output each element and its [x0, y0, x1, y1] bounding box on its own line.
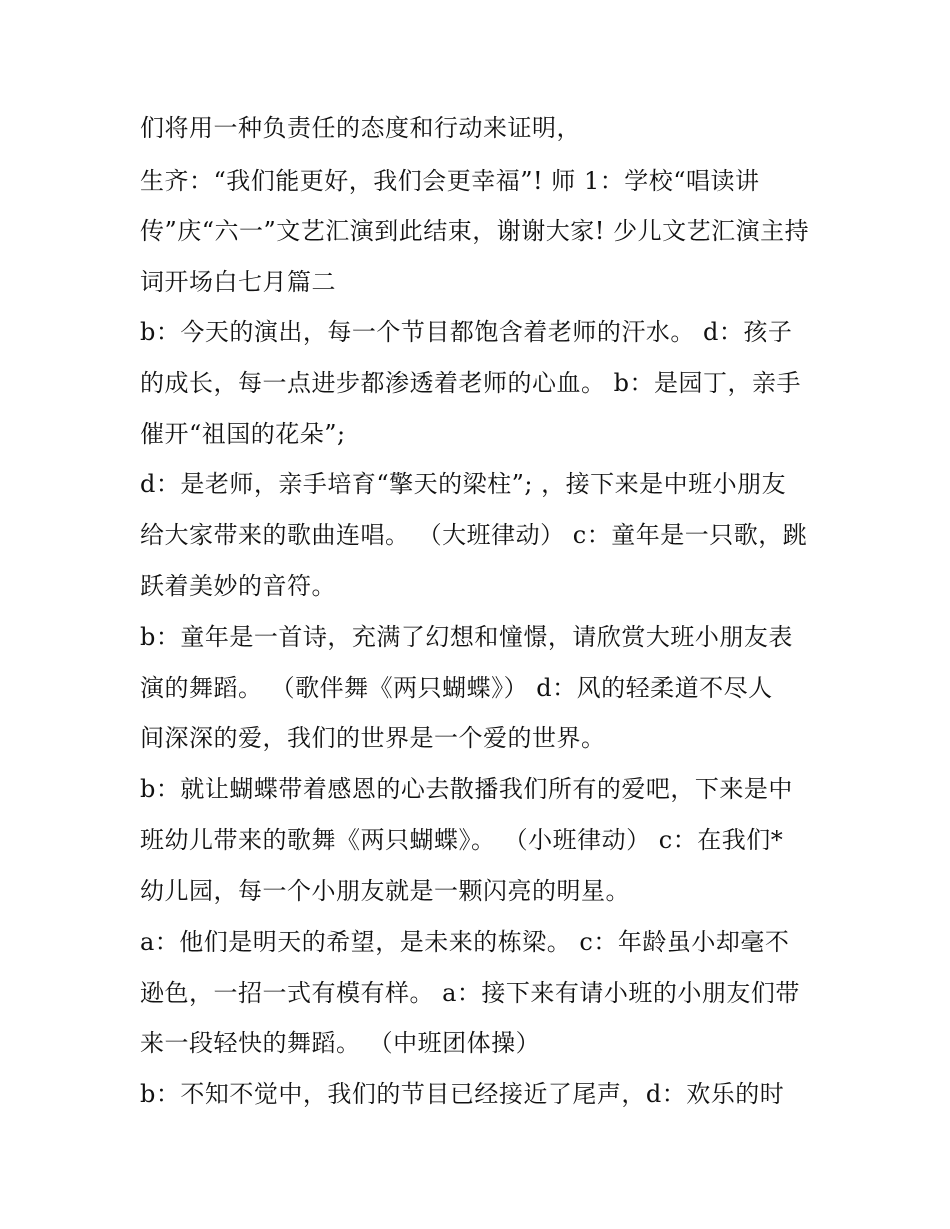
- text-line: a：他们是明天的希望，是未来的栋梁。 c：年龄虽小却毫不: [140, 928, 790, 956]
- text-line: b：就让蝴蝶带着感恩的心去散播我们所有的爱吧，下来是中: [140, 775, 793, 803]
- text-line: 班幼儿带来的歌舞《两只蝴蝶》。 （小班律动） c：在我们*: [140, 826, 784, 854]
- text-line: 跃着美妙的音符。: [140, 572, 336, 600]
- text-line: 来一段轻快的舞蹈。 （中班团体操）: [140, 1029, 541, 1057]
- text-line: 演的舞蹈。 （歌伴舞《两只蝴蝶》） d：风的轻柔道不尽人: [140, 674, 773, 702]
- text-line: b：今天的演出，每一个节目都饱含着老师的汗水。 d：孩子: [140, 318, 793, 346]
- text-line: 词开场白七月篇二: [140, 268, 336, 296]
- text-line: b：童年是一首诗，充满了幻想和憧憬，请欣赏大班小朋友表: [140, 623, 793, 651]
- text-line: 的成长，每一点进步都渗透着老师的心血。 b：是园丁，亲手: [140, 369, 801, 397]
- text-line: 幼儿园，每一个小朋友就是一颗闪亮的明星。: [140, 877, 630, 905]
- text-line: 传”庆“六一”文艺汇演到此结束，谢谢大家! 少儿文艺汇演主持: [140, 217, 810, 245]
- text-line: 逊色，一招一式有模有样。 a：接下来有请小班的小朋友们带: [140, 979, 800, 1007]
- text-line: 们将用一种负责任的态度和行动来证明，: [140, 114, 581, 142]
- text-line: 生齐：“我们能更好，我们会更幸福”! 师 1：学校“唱读讲: [140, 167, 760, 195]
- text-line: 催开“祖国的花朵”;: [140, 420, 346, 448]
- text-line: b：不知不觉中，我们的节目已经接近了尾声，d：欢乐的时: [140, 1080, 785, 1108]
- text-line: 给大家带来的歌曲连唱。 （大班律动） c：童年是一只歌，跳: [140, 521, 808, 549]
- text-line: d：是老师，亲手培育“擎天的梁柱”; ，接下来是中班小朋友: [140, 470, 787, 498]
- text-line: 间深深的爱，我们的世界是一个爱的世界。: [140, 724, 606, 752]
